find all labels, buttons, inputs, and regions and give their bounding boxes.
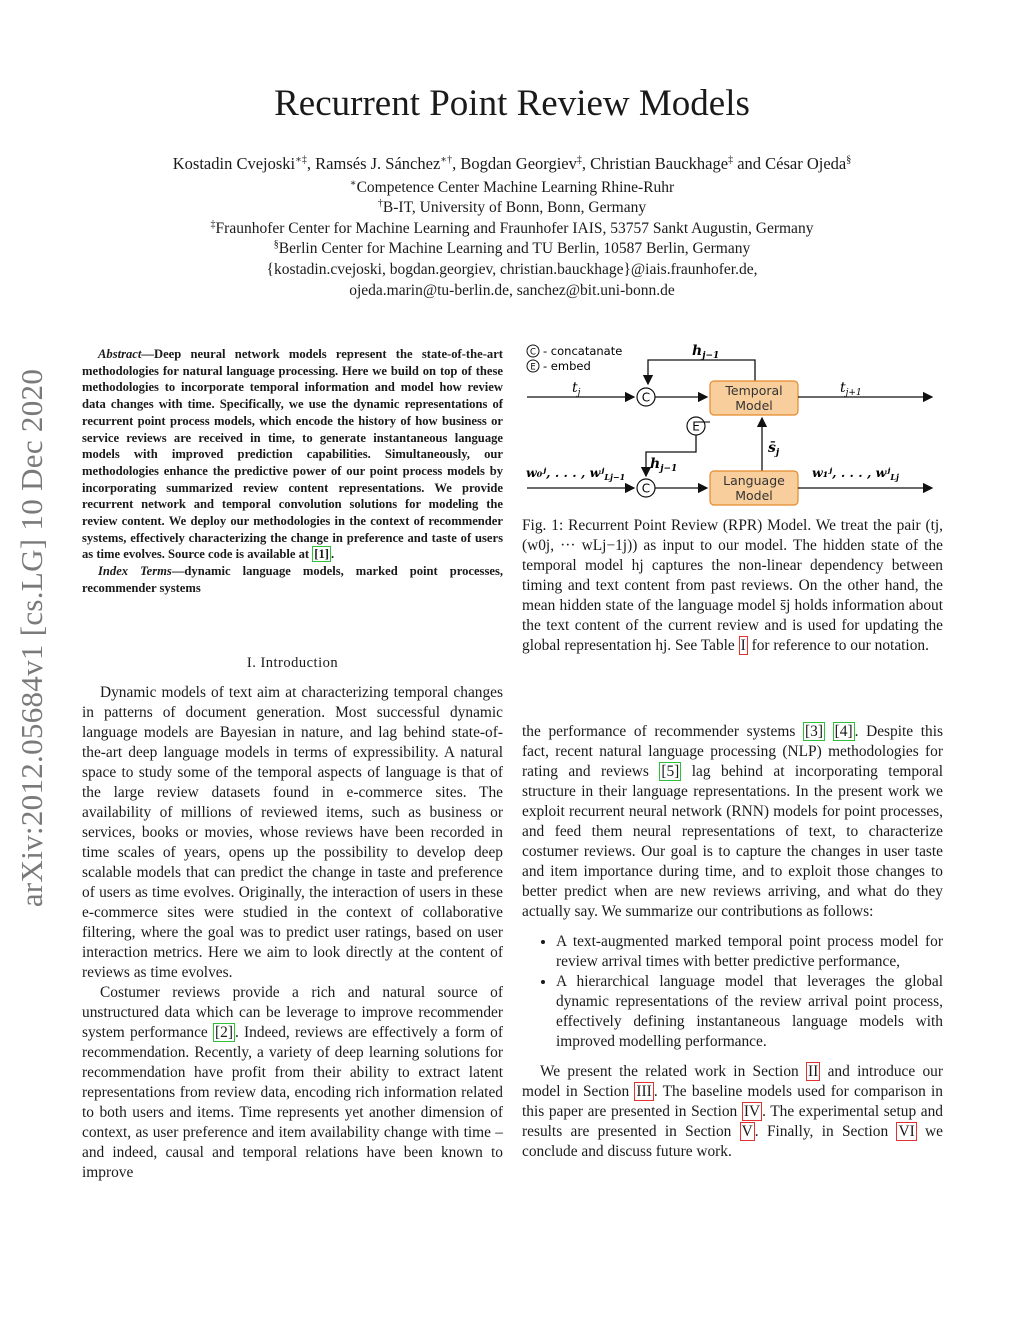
words-output-label: w₁ʲ, . . . , wʲ$_{Lj}$ — [812, 465, 899, 482]
tj-label: $t_j$ — [572, 380, 581, 398]
citation-link[interactable]: [3] — [805, 723, 823, 740]
paragraph-text: lag behind at incorporating temporal structure in their language representations. In the present work we exploit recurrent neural network (RNN) models for point processes, and feed them neural representations of text, to characterize costumer reviews. Our goal is to capture the changes in user taste and item importance during time, and to exploit those changes to better predict when are new reviews arriving, and what do they actually say. We summarize our contributions as follows: — [522, 763, 943, 920]
affiliation — [0, 199, 1024, 217]
abstract-text: —Deep neural network models represent the state-of-the-art methodologies for natural language processing. Here we build on top of these methodologies to incorporate temporal information and model how review data changes with time. Specifically, we use the dynamic representations of recurrent point process models, which encode the history of how business or service reviews are received in time, to generate instantaneous language models with improved prediction capabilities. Simultaneously, our methodologies enhance the predictive power of our point process models by incorporating summarized review content representations. We provide recurrent network and temporal convolution solutions for modeling the review content. We deploy our methodologies in the context of recommender systems, effectively characterizing the change in preference and taste of users as time evolves. Source code is available at — [82, 347, 503, 562]
citation-link[interactable]: [5] — [661, 763, 680, 780]
contribution-item: • A text-augmented marked temporal point process model for review arrival times with better predictive performance, — [556, 932, 943, 972]
affiliation — [0, 220, 1024, 238]
h-prev-mid-label: $h_{j-1}$ — [650, 456, 678, 474]
affiliation — [0, 240, 1024, 258]
paragraph-text — [825, 723, 833, 740]
section-heading: I. Introduction — [246, 655, 339, 671]
author-name: , Ramsés J. Sánchez — [306, 154, 441, 173]
concatenate-legend-label: - concatanate — [543, 344, 623, 358]
caption-end: for reference to our notation. — [747, 637, 929, 654]
paragraph-text: . Despite this fact, recent natural language processing (NLP) methodologies for rating and reviews — [522, 723, 943, 780]
temporal-model-label-2: Model — [735, 398, 773, 413]
paper-title: Recurrent Point Review Models — [274, 83, 750, 124]
author-name: , Christian Bauckhage — [581, 154, 729, 173]
affiliation-text: B-IT, University of Bonn, Bonn, Germany — [382, 199, 647, 216]
section-link[interactable]: IV — [743, 1103, 761, 1120]
author-marks: ‡ — [576, 154, 582, 166]
concatenate-node-symbol: C — [641, 481, 651, 496]
abstract-end: . — [330, 547, 335, 562]
paragraph-text: . The baseline models used for comparison in this paper are presented in Section — [522, 1083, 944, 1120]
h-prev-top-label: $h_{j-1}$ — [692, 343, 720, 361]
abstract — [82, 346, 503, 597]
affiliation-text: Competence Center Machine Learning Rhine-Ruhr — [356, 179, 675, 196]
index-terms-text: —dynamic language models, marked point processes, recommender systems — [82, 564, 503, 595]
paragraph-text: We present the related work in Section — [540, 1063, 807, 1080]
author-name: , Bogdan Georgiev — [452, 154, 577, 173]
language-model-label-2: Model — [735, 488, 773, 503]
index-terms — [82, 563, 503, 596]
caption-text: Recurrent Point Review (RPR) Model. We treat the pair (tj, (w0j, ··· wLj−1j)) as input to our model. The hidden state of the temporal model hj captures the non-linear dependency between timing and text content from past reviews. On the other hand, the mean hidden state of the language model s̄j holds information about the text content of the current review and is used for updating the global representation hj. See Table — [522, 517, 943, 654]
author-name: and César Ojeda — [733, 154, 847, 173]
right-paragraph-1 — [522, 722, 943, 922]
arxiv-identifier: arXiv:2012.05684v1 [cs.LG] 10 Dec 2020 — [14, 368, 49, 908]
affiliation-mark: † — [377, 197, 383, 209]
author-name: Kostadin Cvejoski — [172, 154, 296, 173]
paragraph-text: . The experimental setup and results are presented in Section — [522, 1103, 943, 1140]
affiliation-text: Berlin Center for Machine Learning and TU Berlin, 10587 Berlin, Germany — [278, 240, 751, 257]
embed-legend-symbol: E — [530, 362, 536, 373]
author-marks: § — [846, 154, 852, 166]
citation-link[interactable]: [4] — [834, 723, 853, 740]
paragraph-text: . Indeed, reviews are effectively a form of recommendation. Recently, a variety of deep learning solutions for recommendation have profit from their ability to extract latent representations from review data, encoding rich information related to both users and items. Time represents yet another dimension of context, as user preference and item availability change with time – and indeed, causal and temporal relations have been known to improve — [82, 1024, 503, 1181]
words-input-label: w₀ʲ, . . . , wʲ$_{Lj-1}$ — [526, 465, 626, 482]
rpr-model-diagram — [522, 340, 942, 510]
temporal-model-label-1: Temporal — [725, 383, 783, 398]
hidden-state-feedback-arrow — [648, 360, 755, 384]
paragraph-text: we conclude and discuss future work. — [522, 1123, 943, 1160]
section-link[interactable]: III — [636, 1083, 652, 1100]
section-link[interactable]: VI — [898, 1123, 915, 1140]
affiliation-mark: § — [273, 238, 279, 250]
affiliation-mark: ∗ — [349, 177, 357, 189]
language-model-label-1: Language — [723, 473, 785, 488]
figure-caption — [522, 516, 943, 656]
section-link[interactable]: V — [741, 1123, 753, 1140]
affiliation-text: Fraunhofer Center for Machine Learning and Fraunhofer IAIS, 53757 Sankt Augustin, Germany — [215, 220, 814, 237]
tnext-label: $t_{j+1}$ — [840, 380, 862, 398]
author-marks: ∗† — [440, 154, 453, 166]
sbar-label: $s̄_j$ — [768, 440, 780, 458]
affiliation-mark: ‡ — [210, 218, 216, 230]
paragraph-text: Costumer reviews provide a rich and natural source of unstructured data which can be leverage to improve recommender system performance — [82, 984, 503, 1041]
table-reference-link[interactable]: I — [740, 637, 746, 654]
caption-label: Fig. 1: — [522, 517, 564, 534]
author-marks: ‡ — [728, 154, 734, 166]
left-column-body — [82, 683, 503, 1183]
right-paragraph-2 — [522, 1062, 943, 1162]
author-marks: ∗‡ — [295, 154, 307, 166]
email-line: {kostadin.cvejoski, bogdan.georgiev, christian.bauckhage}@iais.fraunhofer.de, — [266, 261, 758, 278]
paragraph-text: the performance of recommender systems — [522, 723, 804, 740]
abstract-label: Abstract — [98, 347, 142, 361]
contributions-list — [522, 932, 943, 1052]
embed-node-symbol: E — [692, 419, 700, 434]
affiliation — [0, 179, 1024, 197]
intro-paragraph-1: Dynamic models of text aim at characterizing temporal changes in patterns of document generation. Most successful dynamic language models are Bayesian in nature, and lag behind state-of-the-art deep language models in terms of expressibility. A natural space to study some of the temporal aspects of language is that of the large review datasets found in e-commerce sites. The availability of millions of reviewed items, such as business or services, books or movies, whose reviews have been recorded in time scales of years, opens up the possibility to develop deep scalable models that can predict the change in taste and preference of users as time evolves. Originally, the interaction of users in these e-commerce sites were studied in the context of collaborative filtering, where the goal was to predict user ratings, based on user interaction metrics. Here we aim to look directly at the content of reviews as time evolves. — [82, 684, 503, 981]
citation-link[interactable]: [1] — [314, 547, 329, 562]
contribution-item: • A hierarchical language model that leverages the global dynamic representations of the review arrival point process, effectively defining instantaneous language models with improved modelling performance. — [556, 972, 943, 1052]
concatenate-legend-symbol: C — [530, 347, 536, 358]
email-line: ojeda.marin@tu-berlin.de, sanchez@bit.uni-bonn.de — [349, 282, 675, 299]
citation-link[interactable]: [2] — [215, 1024, 233, 1041]
index-terms-label: Index Terms — [98, 564, 172, 579]
paragraph-text: and introduce our model in Section — [522, 1063, 943, 1100]
right-column-body — [522, 722, 943, 1162]
section-link[interactable]: II — [808, 1063, 819, 1080]
abstract-paragraph — [82, 346, 503, 563]
paragraph-text: . Finally, in Section — [754, 1123, 897, 1140]
author-list — [0, 154, 1024, 174]
intro-paragraph-2 — [82, 983, 503, 1183]
concatenate-node-symbol: C — [641, 390, 651, 405]
embed-legend-label: - embed — [543, 359, 591, 373]
